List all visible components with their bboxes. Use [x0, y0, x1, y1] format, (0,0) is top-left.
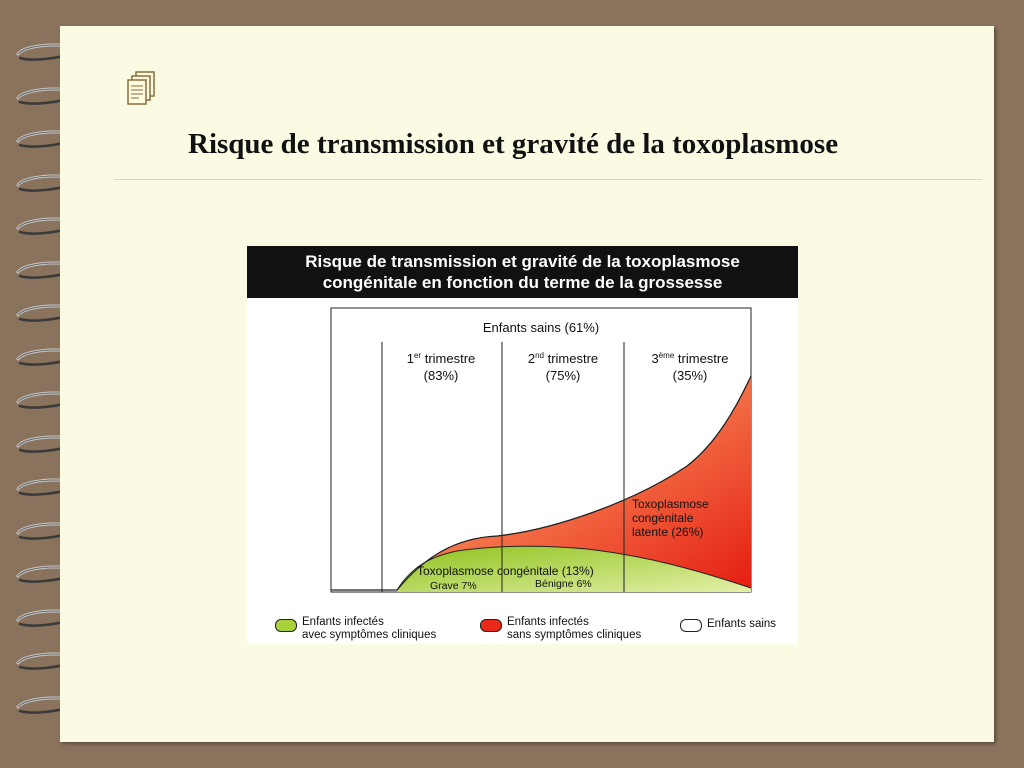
- legend-label: sans symptômes cliniques: [507, 629, 642, 641]
- legend-label: Enfants infectés: [507, 616, 589, 628]
- label-symptomatic: Toxoplasmose congénitale (13%): [417, 564, 594, 578]
- trimester-2-title: 2nd trimestre: [527, 351, 599, 366]
- legend-swatch-red: [480, 619, 502, 632]
- trimester-1-title: 1er trimestre: [406, 351, 476, 366]
- legend-item-symptomatic: [275, 616, 436, 642]
- chart-plot: [247, 298, 798, 612]
- chart-figure: [247, 246, 798, 644]
- label-latent-2: congénitale: [632, 511, 694, 525]
- legend-label: Enfants sains: [707, 618, 777, 630]
- trimester-3-title: 3ème trimestre: [651, 351, 729, 366]
- legend-label: Enfants infectés: [302, 616, 384, 628]
- figure-header: [247, 246, 798, 298]
- title-divider: [114, 179, 982, 180]
- document-stack-icon: [124, 70, 160, 110]
- legend-item-healthy: [680, 616, 776, 632]
- trimester-3-value: (35%): [672, 368, 708, 383]
- label-grave: Grave 7%: [430, 580, 477, 592]
- trimester-1-value: (83%): [423, 368, 459, 383]
- legend-item-latent: [480, 616, 641, 642]
- legend-swatch-green: [275, 619, 297, 632]
- legend-swatch-white: [680, 619, 702, 632]
- label-benign: Bénigne 6%: [535, 578, 592, 590]
- legend-label: avec symptômes cliniques: [302, 629, 437, 641]
- slide-title: Risque de transmission et gravité de la toxoplasmose: [188, 128, 839, 160]
- figure-header-line1: Risque de transmission et gravité de la toxoplasmose: [305, 252, 740, 271]
- figure-header-line2: congénitale en fonction du terme de la grossesse: [322, 273, 723, 292]
- chart-legend: [247, 612, 798, 644]
- label-healthy: Enfants sains (61%): [482, 320, 600, 335]
- trimester-2-value: (75%): [545, 368, 581, 383]
- label-latent-3: latente (26%): [632, 525, 704, 539]
- label-latent-1: Toxoplasmose: [632, 497, 709, 511]
